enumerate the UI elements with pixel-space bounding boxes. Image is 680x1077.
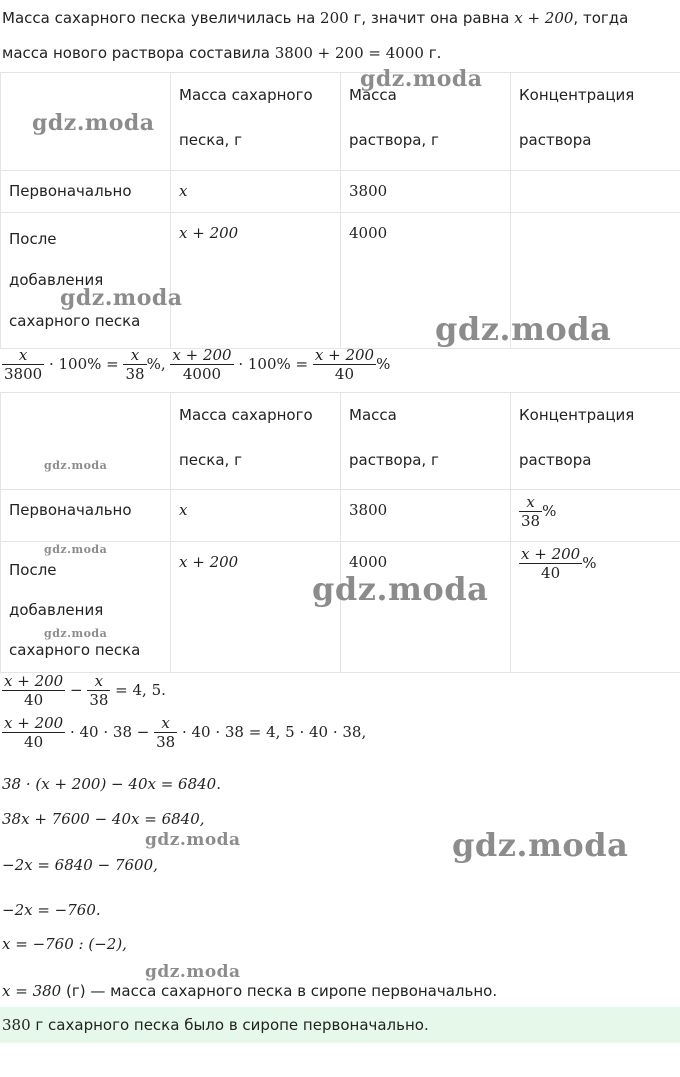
table-row — [1, 171, 680, 213]
fraction: $\frac{x + 200}{4000}$ — [172, 346, 232, 383]
equation-8 — [2, 981, 497, 1001]
intro-line-2 — [2, 43, 441, 63]
table-header: Концентрация раствора — [511, 393, 680, 490]
formula-line: $\frac{x}{3800}$ · 100% = $\frac{x}{38}$ %, $\frac{x + 200}{4000}$ · 100% = $\frac{x + 200}{40}$ % — [4, 346, 391, 383]
watermark: gdz.moda — [60, 285, 183, 311]
answer-number: 380 — [2, 1016, 31, 1034]
watermark: gdz.moda — [312, 570, 489, 608]
watermark: gdz.moda — [435, 310, 612, 348]
fraction: $\frac{x}{38}$ — [125, 346, 145, 383]
table-cell: После добавления сахарного песка — [1, 542, 171, 673]
intro-text: Масса сахарного песка увеличилась на — [2, 9, 321, 27]
table-cell: 3800 — [341, 171, 511, 213]
watermark: gdz.moda — [44, 627, 108, 640]
intro-text: масса нового раствора составила — [2, 44, 275, 62]
intro-text: г. — [423, 44, 442, 62]
watermark: gdz.moda — [360, 66, 483, 92]
watermark: gdz.moda — [32, 110, 155, 136]
fraction: $\frac{x + 200}{40}$ — [4, 714, 64, 751]
table-header: Масса сахарного песка, г — [171, 393, 341, 490]
answer-text: г сахарного песка было в сиропе первоначально. — [30, 1016, 429, 1034]
equation-5: −2x = 6840 − 7600, — [2, 856, 158, 874]
intro-expression: 3800 + 200 = 4000 — [274, 44, 424, 62]
table-header: Масса сахарного песка, г — [171, 73, 341, 171]
table-cell: x — [171, 171, 341, 213]
intro-text: г, значит она равна — [348, 9, 515, 27]
fraction: $\frac{x + 200}{40}$ — [314, 346, 375, 383]
intro-number: 200 — [320, 9, 349, 27]
table-cell: После добавления сахарного песка — [1, 213, 171, 349]
equation-6: −2x = −760. — [2, 901, 101, 919]
table-cell: 3800 — [341, 490, 511, 542]
intro-expression: x + 200 — [514, 9, 574, 27]
table-header: Масса раствора, г — [341, 73, 511, 171]
fraction: $\frac{x}{38}$ — [156, 714, 176, 751]
watermark: gdz.moda — [44, 543, 108, 556]
fraction: $\frac{x}{3800}$ — [4, 346, 43, 383]
table-row — [1, 490, 680, 542]
table-cell — [511, 171, 680, 213]
table-cell: x + 200 — [171, 213, 341, 349]
equation-1: $\frac{x + 200}{40}$ − $\frac{x}{38}$ = 4, 5. — [4, 672, 166, 709]
table-cell: x — [171, 490, 341, 542]
table-header: Концентрация раствора — [511, 73, 680, 171]
table-row — [1, 393, 680, 490]
equation-7: x = −760 : (−2), — [2, 935, 127, 953]
table-cell: Первоначально — [1, 171, 171, 213]
table-cell: Первоначально — [1, 490, 171, 542]
intro-line-1 — [2, 8, 628, 28]
fraction: $\frac{x + 200}{40}$ — [4, 672, 64, 709]
fraction: $\frac{x + 200}{40}$ — [521, 545, 581, 582]
watermark: gdz.moda — [145, 962, 241, 982]
watermark: gdz.moda — [145, 830, 241, 850]
watermark: gdz.moda — [44, 459, 108, 472]
equation-text: (г) — масса сахарного песка в сиропе первоначально. — [61, 982, 498, 1000]
table-cell — [1, 393, 171, 490]
equation-2: $\frac{x + 200}{40}$ · 40 · 38 − $\frac{x}{38}$ · 40 · 38 = 4, 5 · 40 · 38, — [4, 714, 367, 751]
table-cell: 4000 — [341, 542, 511, 673]
answer-box — [0, 1007, 680, 1043]
table-cell: x + 200 — [171, 542, 341, 673]
intro-text: , тогда — [573, 9, 629, 27]
equation-math: x = 380 — [2, 982, 62, 1000]
table-cell: 4000 — [341, 213, 511, 349]
table-header: Масса раствора, г — [341, 393, 511, 490]
watermark: gdz.moda — [452, 826, 629, 864]
fraction: $\frac{x}{38}$ — [89, 672, 109, 709]
equation-3: 38 · (x + 200) − 40x = 6840. — [2, 775, 221, 793]
table-cell: $\frac{x + 200}{40}$ % — [511, 542, 680, 673]
table-cell: $\frac{x}{38}$ % — [511, 490, 680, 542]
equation-4: 38x + 7600 − 40x = 6840, — [2, 810, 205, 828]
fraction: $\frac{x}{38}$ — [521, 493, 541, 530]
